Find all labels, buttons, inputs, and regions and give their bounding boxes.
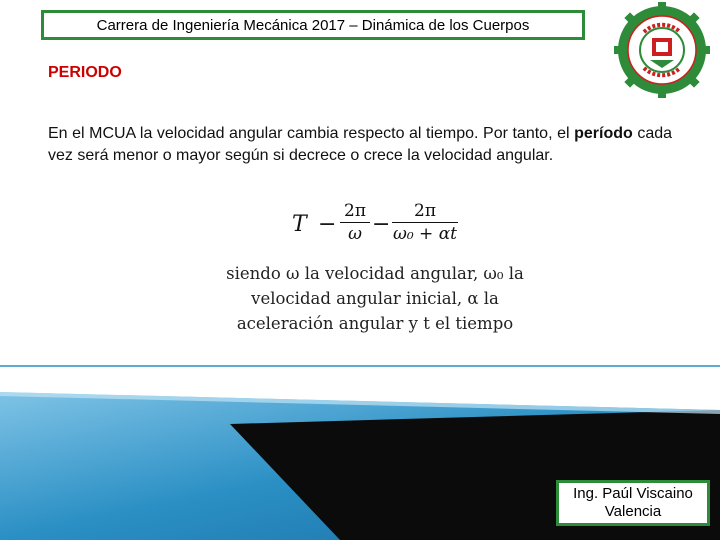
body-bold-word: período bbox=[574, 125, 633, 142]
fraction-2-denominator: ω₀ + αt bbox=[392, 224, 458, 244]
section-title: PERIODO bbox=[48, 64, 122, 81]
author-signature-box bbox=[556, 480, 710, 526]
body-text-2: cada vez será menor o mayor según si decrece o crece la velocidad angular. bbox=[48, 125, 673, 164]
header-title-box bbox=[41, 10, 585, 40]
header-title: Carrera de Ingeniería Mecánica 2017 – Dinámica de los Cuerpos bbox=[96, 16, 530, 34]
author-name-line-1: Ing. Paúl Viscaino bbox=[573, 485, 693, 502]
fraction-1-denominator: ω bbox=[348, 224, 362, 244]
formula-fraction-2 bbox=[392, 200, 458, 245]
formula-caption bbox=[216, 261, 534, 336]
caption-line-1: siendo ω la velocidad angular, ω₀ la bbox=[226, 264, 524, 283]
fraction-2-numerator: 2π bbox=[392, 200, 458, 223]
formula-fraction-1 bbox=[340, 200, 370, 245]
body-paragraph bbox=[48, 123, 672, 167]
university-logo-icon bbox=[614, 2, 710, 98]
formula-operator-2: − bbox=[372, 212, 391, 237]
formula-lhs: T bbox=[292, 212, 307, 237]
caption-line-3: aceleración angular y t el tiempo bbox=[236, 314, 514, 333]
fraction-1-numerator: 2π bbox=[340, 200, 370, 223]
author-name-line-2: Valencia bbox=[604, 503, 662, 520]
formula-operator-1: − bbox=[318, 212, 337, 237]
period-formula bbox=[288, 198, 468, 256]
body-text-1: En el MCUA la velocidad angular cambia respecto al tiempo. Por tanto, el bbox=[48, 125, 570, 142]
caption-line-2: velocidad angular inicial, α la bbox=[251, 289, 499, 308]
